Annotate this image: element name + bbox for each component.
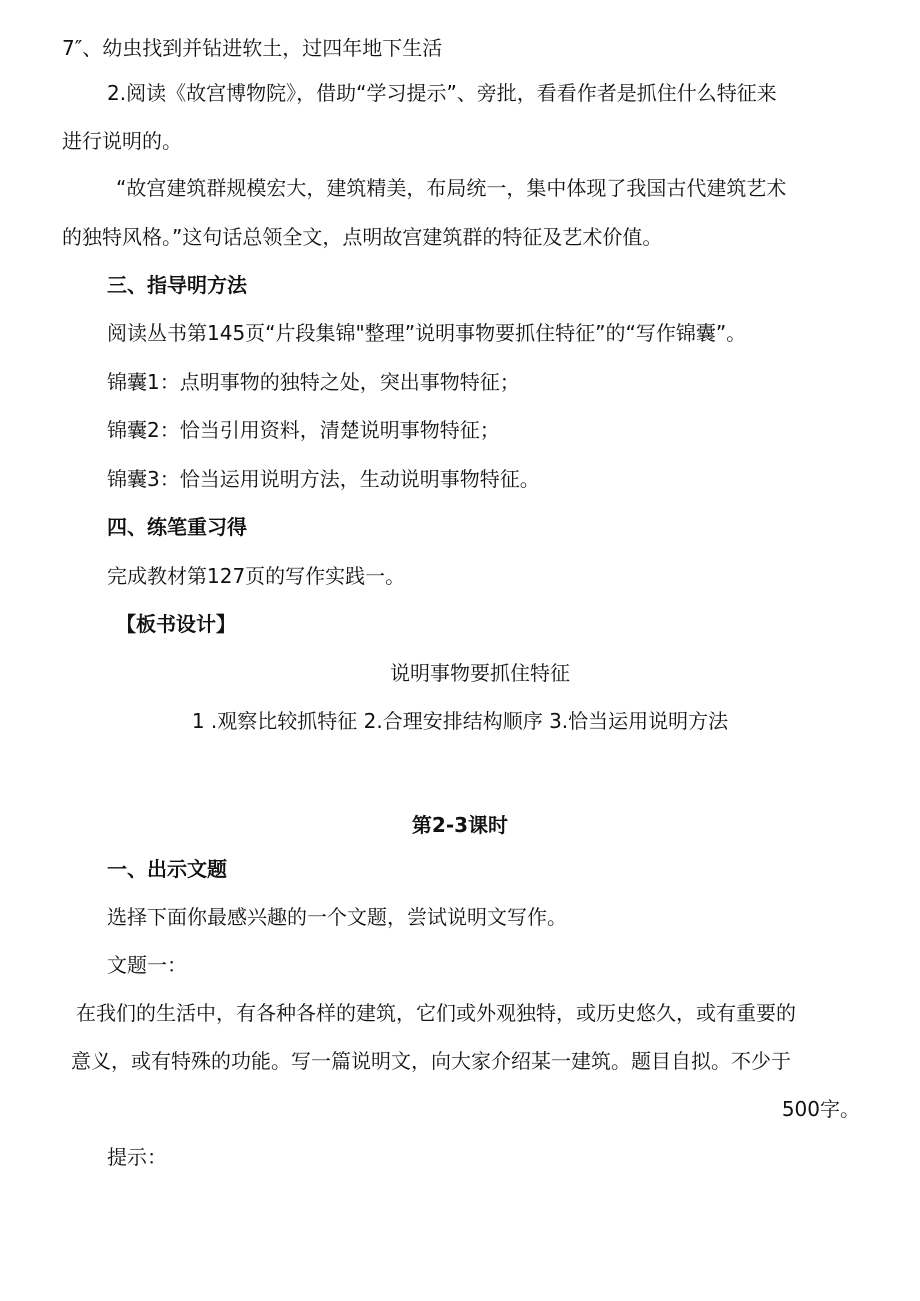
paragraph-line: 选择下面你最感兴趣的一个文题，尝试说明文写作。 (107, 905, 567, 929)
paragraph-line: 500字。 (781, 1097, 860, 1121)
list-item: 锦囊2：恰当引用资料，清楚说明事物特征； (107, 418, 500, 442)
list-item: 锦囊3：恰当运用说明方法，生动说明事物特征。 (107, 467, 540, 491)
paragraph-line: 7″、幼虫找到并钻进软土，过四年地下生活 (62, 36, 443, 60)
section-heading: 三、指导明方法 (107, 273, 247, 297)
paragraph-line: 的独特风格。”这句话总领全文，点明故宫建筑群的特征及艺术价值。 (62, 225, 663, 249)
paragraph-line: 提示： (107, 1145, 167, 1169)
paragraph-line: 在我们的生活中，有各种各样的建筑，它们或外观独特，或历史悠久，或有重要的 (76, 1001, 796, 1025)
lesson-title: 第2-3课时 (411, 813, 509, 837)
paragraph-line: 2.阅读《故宫博物院》，借助“学习提示”、旁批，看看作者是抓住什么特征来 (107, 81, 777, 105)
section-heading: 一、出示文题 (107, 857, 227, 881)
board-points: 1 .观察比较抓特征 2.合理安排结构顺序 3.恰当运用说明方法 (191, 709, 729, 733)
paragraph-line: 阅读丛书第145页“片段集锦"整理”说明事物要抓住特征”的“写作锦囊”。 (107, 321, 747, 345)
board-title: 说明事物要抓住特征 (390, 661, 570, 685)
paragraph-line: 意义，或有特殊的功能。写一篇说明文，向大家介绍某一建筑。题目自拟。不少于 (71, 1049, 791, 1073)
paragraph-line: 完成教材第127页的写作实践一。 (107, 564, 406, 588)
paragraph-line: 文题一： (107, 953, 187, 977)
section-heading: 四、练笔重习得 (107, 515, 247, 539)
paragraph-line: 进行说明的。 (62, 129, 182, 153)
paragraph-line: “故宫建筑群规模宏大，建筑精美，布局统一，集中体现了我国古代建筑艺术 (116, 176, 787, 200)
list-item: 锦囊1：点明事物的独特之处，突出事物特征； (107, 370, 520, 394)
board-design-heading: 【板书设计】 (116, 612, 236, 636)
